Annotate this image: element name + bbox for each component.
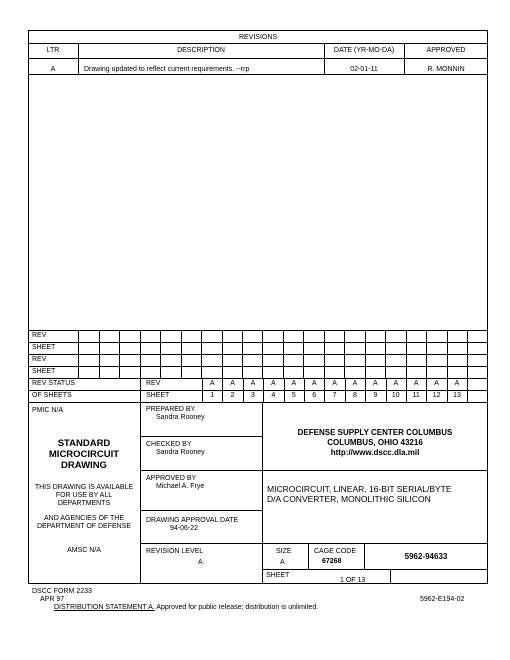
header-approved: APPROVED bbox=[426, 47, 466, 54]
sheet-row-label: SHEET bbox=[32, 344, 56, 351]
agencies-line: AND AGENCIES OF THE bbox=[44, 515, 124, 522]
grid-line bbox=[303, 330, 304, 378]
grid-line bbox=[160, 330, 161, 378]
grid-line bbox=[140, 330, 141, 378]
sheet-number-cell: 3 bbox=[251, 392, 255, 399]
sheet-number-cell: 7 bbox=[332, 392, 337, 399]
rev-status-cell: A bbox=[413, 380, 419, 387]
drawing-label: DRAWING bbox=[61, 460, 107, 471]
availability-line: THIS DRAWING IS AVAILABLE bbox=[34, 484, 134, 491]
grid-line bbox=[467, 378, 468, 402]
size-value: A bbox=[280, 559, 285, 566]
grid-line bbox=[181, 330, 182, 378]
checked-by-name: Sandra Rooney bbox=[156, 449, 205, 456]
rev-row-label: REV bbox=[32, 356, 47, 363]
rev-row-label: REV bbox=[32, 332, 47, 339]
drawing-number: 5962-94633 bbox=[404, 552, 448, 561]
sheet-number-cell: 11 bbox=[412, 392, 420, 399]
sheet-number-cell: 2 bbox=[230, 392, 235, 399]
grid-line bbox=[324, 330, 325, 378]
dscc-address: COLUMBUS, OHIO 43216 bbox=[327, 438, 423, 447]
approved-by-name: Michael A. Frye bbox=[156, 483, 205, 490]
divider bbox=[28, 74, 488, 75]
sheet-label: SHEET bbox=[146, 392, 170, 399]
approval-date: 94-06-22 bbox=[170, 525, 199, 532]
header-description: DESCRIPTION bbox=[177, 47, 225, 54]
form-date: APR 97 bbox=[40, 596, 65, 603]
drawing-title-line2: D/A CONVERTER, MONOLITHIC SILICON bbox=[267, 494, 431, 504]
cage-code: 67268 bbox=[322, 558, 342, 565]
sheet-number-cell: 10 bbox=[391, 392, 400, 399]
sheet-number-cell: 8 bbox=[353, 392, 357, 399]
distribution-label: DISTRIBUTION STATEMENT A. bbox=[54, 604, 155, 611]
rev-status-cell: A bbox=[271, 380, 276, 387]
agencies-line: DEPARTMENT OF DEFENSE bbox=[36, 523, 132, 530]
grid-line bbox=[222, 330, 223, 378]
drawing-title-line1: MICROCIRCUIT, LINEAR, 16-BIT SERIAL/BYTE bbox=[267, 484, 452, 494]
grid-line bbox=[467, 330, 468, 378]
grid-line bbox=[344, 330, 345, 378]
divider bbox=[28, 43, 488, 44]
revision-level-label: REVISION LEVEL bbox=[146, 548, 204, 555]
rev-status-cell: A bbox=[250, 380, 256, 387]
header-date: DATE (YR-MO-DA) bbox=[333, 47, 395, 54]
rev-status-cell: A bbox=[434, 380, 439, 387]
rev-status-cell: A bbox=[373, 380, 378, 387]
dscc-url[interactable]: http://www.dscc.dla.mil bbox=[330, 448, 420, 457]
pmic-text: PMIC N/A bbox=[32, 407, 64, 414]
sheet-label: SHEET bbox=[266, 572, 290, 579]
sheet-row-label: SHEET bbox=[32, 368, 56, 375]
sheet-number-cell: 4 bbox=[271, 392, 276, 399]
approval-date-label: DRAWING APPROVAL DATE bbox=[146, 517, 239, 524]
checked-by-label: CHECKED BY bbox=[146, 441, 192, 448]
rev-status-cell: A bbox=[332, 380, 337, 387]
rev-status-label: REV STATUS bbox=[32, 380, 75, 387]
rev-status-cell: A bbox=[209, 380, 215, 387]
grid-line bbox=[242, 330, 243, 378]
rev-label: REV bbox=[146, 380, 161, 387]
sheet-number-cell: 6 bbox=[312, 392, 317, 399]
revision-date: 02-01-11 bbox=[350, 66, 378, 73]
grid-line bbox=[365, 330, 366, 378]
of-sheets-label: OF SHEETS bbox=[32, 392, 72, 399]
grid-line bbox=[119, 330, 120, 378]
grid-line bbox=[99, 330, 100, 378]
amsc-text: AMSC N/A bbox=[67, 547, 101, 554]
grid-line bbox=[262, 330, 263, 378]
revision-description: Drawing updated to reflect current requirements. --rrp bbox=[84, 66, 250, 73]
grid-line bbox=[78, 330, 79, 378]
microcircuit-label: MICROCIRCUIT bbox=[48, 449, 120, 460]
rev-status-cell: A bbox=[311, 380, 317, 387]
divider bbox=[28, 58, 488, 59]
distribution-statement bbox=[54, 604, 318, 612]
rev-status-cell: A bbox=[454, 380, 460, 387]
size-label: SIZE bbox=[276, 548, 292, 555]
availability-line: DEPARTMENTS bbox=[57, 500, 111, 507]
prepared-by-label: PREPARED BY bbox=[146, 406, 196, 413]
grid-line bbox=[140, 378, 141, 402]
rev-status-cell: A bbox=[291, 380, 297, 387]
dscc-name: DEFENSE SUPPLY CENTER COLUMBUS bbox=[297, 428, 453, 437]
sheet-of: 1 OF 13 bbox=[340, 577, 366, 584]
form-number: DSCC FORM 2233 bbox=[32, 588, 92, 595]
grid-line bbox=[406, 330, 407, 378]
grid-line bbox=[201, 330, 202, 378]
sheet-number-cell: 13 bbox=[453, 392, 461, 399]
grid-line bbox=[447, 330, 448, 378]
sheet-number-cell: 1 bbox=[210, 392, 215, 399]
rev-status-cell: A bbox=[230, 380, 235, 387]
availability-line: FOR USE BY ALL bbox=[55, 492, 113, 499]
cage-code-label: CAGE CODE bbox=[314, 548, 357, 555]
header-ltr: LTR bbox=[46, 47, 60, 54]
grid-line bbox=[385, 330, 386, 378]
rev-status-cell: A bbox=[393, 380, 399, 387]
revision-level: A bbox=[198, 559, 203, 566]
sheet-number-cell: 9 bbox=[373, 392, 378, 399]
document-code: 5962-E194-02 bbox=[420, 596, 465, 603]
grid-line bbox=[426, 330, 427, 378]
revision-ltr: A bbox=[50, 66, 56, 73]
revision-approved: R. MONNIN bbox=[427, 66, 465, 73]
sheet-number-cell: 12 bbox=[432, 392, 441, 399]
distribution-text: Approved for public release; distribution is unlimited. bbox=[154, 604, 319, 611]
grid-line bbox=[283, 330, 284, 378]
revisions-title: REVISIONS bbox=[238, 34, 278, 41]
standard-label: STANDARD bbox=[57, 438, 111, 449]
rev-status-cell: A bbox=[352, 380, 358, 387]
sheet-number-cell: 5 bbox=[291, 392, 296, 399]
approved-by-label: APPROVED BY bbox=[146, 475, 197, 482]
prepared-by-name: Sandra Rooney bbox=[156, 414, 205, 421]
